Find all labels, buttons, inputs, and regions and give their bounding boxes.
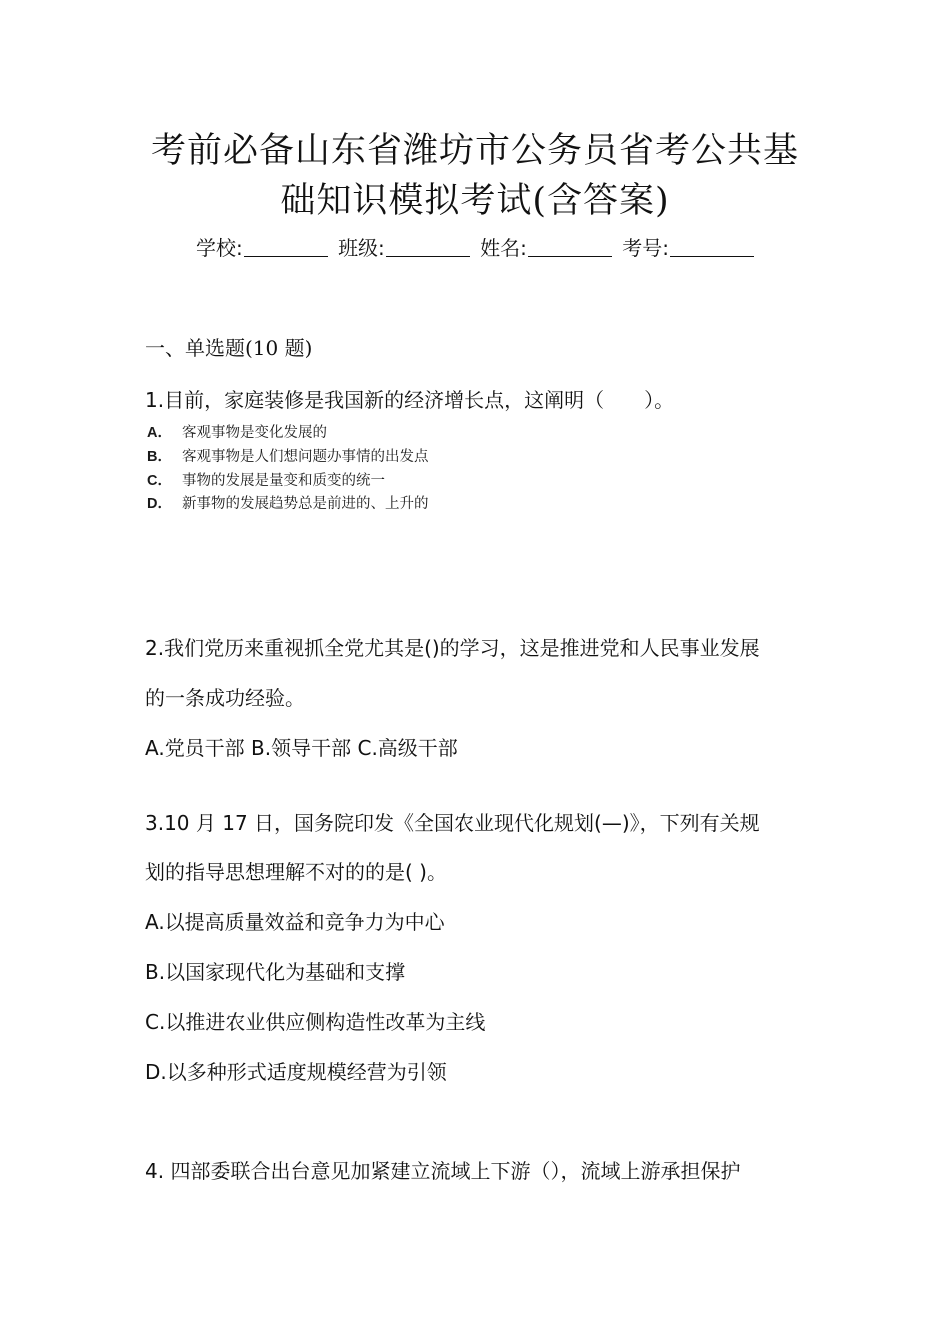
class-label: 班级: [338,236,385,260]
document-title-line-2: 础知识模拟考试(含答案) [280,181,670,221]
question-3-stem-line-1: 3.10 月 17 日，国务院印发《全国农业现代化规划(—)》，下列有关规 [145,811,760,835]
section-heading: 一、单选题(10 题) [145,336,313,360]
name-field [480,238,612,258]
option-text: 新事物的发展趋势总是前进的、上升的 [181,496,429,512]
exam-number-blank[interactable] [670,238,754,257]
question-1-option-b [147,450,428,465]
name-blank[interactable] [528,238,612,257]
class-blank[interactable] [386,238,470,257]
class-field [338,238,470,258]
question-2-options: A.党员干部 B.领导干部 C.高级干部 [145,736,458,760]
question-3-option-c: C.以推进农业供应侧构造性改革为主线 [145,1010,486,1034]
exam-number-label: 考号: [622,236,670,260]
exam-number-field [622,238,754,258]
question-2-stem-line-2: 的一条成功经验。 [145,686,305,710]
question-4-stem-line-1: 4. 四部委联合出台意见加紧建立流域上下游（），流域上游承担保护 [145,1159,741,1183]
option-text: 事物的发展是量变和质变的统一 [181,473,385,489]
name-label: 姓名: [480,236,527,260]
option-letter: A． [147,425,172,441]
option-text: 客观事物是变化发展的 [181,425,327,441]
student-info-row [0,238,950,258]
school-field [196,238,328,258]
document-title-line-1: 考前必备山东省潍坊市公务员省考公共基 [150,131,799,171]
question-1-option-c [147,474,385,489]
question-1-option-d [147,497,428,512]
question-3-option-d: D.以多种形式适度规模经营为引领 [145,1060,447,1084]
question-3-option-b: B.以国家现代化为基础和支撑 [145,960,406,984]
school-blank[interactable] [244,238,328,257]
question-1-option-a [147,426,327,441]
option-letter: B． [147,449,172,465]
question-2-stem-line-1: 2.我们党历来重视抓全党尤其是()的学习，这是推进党和人民事业发展 [145,636,760,660]
option-letter: C． [147,473,172,489]
question-3-option-a: A.以提高质量效益和竞争力为中心 [145,910,445,934]
question-1-stem: 1.目前，家庭装修是我国新的经济增长点，这阐明（ ）。 [145,388,675,412]
option-text: 客观事物是人们想问题办事情的出发点 [181,449,429,465]
question-3-stem-line-2: 划的指导思想理解不对的的是( )。 [145,860,447,884]
school-label: 学校: [195,236,243,260]
option-letter: D． [147,496,172,512]
